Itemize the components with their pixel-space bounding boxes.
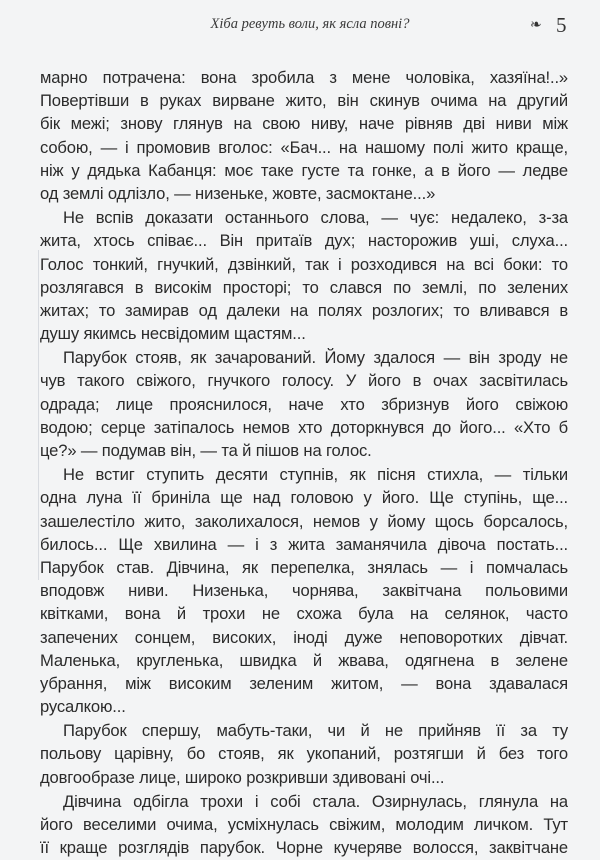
- text-line: ніж у дядька Кабанця: моє таке густе та гонке, а в його — ледве: [40, 160, 568, 180]
- text-line: одрада; лице прояснилося, наче хто збризнув його свіжою: [40, 394, 568, 414]
- text-line: квітками, вона й трохи не схожа була на селянок, часто: [40, 604, 568, 624]
- paragraph: [40, 463, 568, 718]
- text-line: билось... Ще хвилина — і з жита заманячила дівоча постать...: [40, 534, 568, 554]
- paragraph: [40, 66, 568, 205]
- text-line: Парубок став. Дівчина, як перепелка, знялась — і помчалась: [40, 557, 568, 577]
- page-edge-shadow: [38, 250, 39, 580]
- page-number: 5: [556, 13, 567, 37]
- text-line: Не встиг ступить десяти ступнів, як пісня стихла, — тільки: [63, 465, 568, 485]
- paragraph: [40, 719, 568, 789]
- paragraph: [40, 790, 568, 860]
- running-title: Хіба ревуть воли, як ясла повні?: [210, 16, 410, 32]
- text-line: Парубок стояв, як зачарований. Йому здалося — він зроду не: [63, 348, 568, 368]
- text-line: його веселими очима, усміхнулась свіжим, молодим личком. Тут: [40, 815, 568, 834]
- ornament-icon: ❧: [530, 18, 542, 33]
- text-line: її краще розглядів парубок. Чорне кучеряве волосся, заквітчане: [40, 838, 568, 858]
- text-line: чув такого свіжого, гнучкого голосу. У його в очах засвітилась: [40, 371, 568, 391]
- text-line: запечених сонцем, високих, іноді дуже неповоротких дівчат.: [40, 627, 568, 647]
- text-line: Маленька, кругленька, швидка й жвава, одягнена в зелене: [40, 650, 568, 670]
- text-line: це?» — подумав він, — та й пішов на голос.: [40, 441, 372, 460]
- text-line: душу якимсь несвідомим щастям...: [40, 324, 306, 344]
- text-line: убрання, між високим зеленим житом, — вона здавалася: [40, 673, 568, 693]
- text-line: Не вспів доказати останнього слова, — чує: недалеко, з-за: [63, 208, 568, 228]
- text-line: водою; серце затіпалось немов хто доторкнувся до його... «Хто б: [40, 417, 568, 437]
- text-line: Дівчина одбігла трохи і собі стала. Озирнулась, глянула на: [63, 791, 568, 811]
- paragraph: [40, 346, 568, 462]
- paragraph: [40, 206, 568, 345]
- text-line: одна луна її бриніла ще над головою у його. Ще ступінь, ще...: [40, 488, 568, 508]
- body-text: [40, 66, 568, 860]
- text-line: житах; то замирав од далеки на полях розлогих; то вливався в: [40, 300, 568, 320]
- text-line: вподовж ниви. Низенька, чорнява, заквітчана польовими: [40, 581, 568, 601]
- text-line: бік межі; знову глянув на свою ниву, наче рівняв дві ниви між: [40, 114, 568, 134]
- text-line: Повертівши в руках вирване жито, він скинув очима на другий: [40, 91, 568, 111]
- text-line: жита, хтось співає... Він притаїв дух; насторожив уші, слуха...: [40, 231, 568, 251]
- text-line: довгообразе лице, широко розкривши здивовані очі...: [40, 767, 445, 787]
- text-line: русалкою...: [40, 697, 126, 717]
- page-header: [0, 14, 600, 38]
- text-line: марно потрачена: вона зробила з мене чоловіка, хазяїна!..»: [40, 68, 568, 87]
- text-line: польову царівну, бо стояв, як укопаний, розтягши й без того: [40, 744, 568, 764]
- text-line: Голос тонкий, гнучкий, дзвінкий, так і розходився на всі боки: то: [40, 254, 568, 274]
- text-line: зашелестіло жито, заколихалося, немов у йому щось борсалось,: [40, 511, 568, 531]
- text-line: од землі одлізло, — низеньке, жовте, засмоктане...»: [40, 183, 436, 203]
- text-line: Парубок спершу, мабуть-таки, чи й не прийняв її за ту: [63, 721, 568, 741]
- text-line: розлягався в високім просторі; то слався по землі, по зелених: [40, 277, 568, 297]
- text-line: собою, — і промовив вголос: «Бач... на нашому полі жито краще,: [40, 137, 568, 157]
